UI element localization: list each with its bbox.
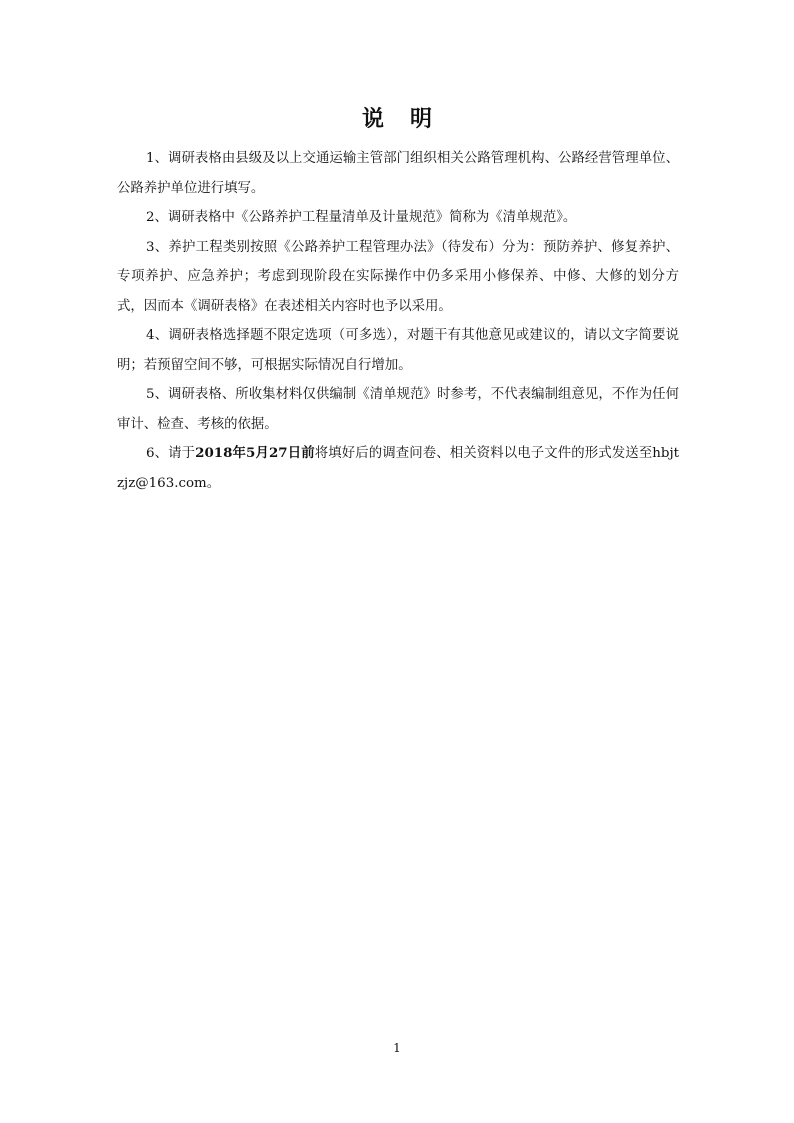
page-title: 说明 xyxy=(361,106,458,132)
paragraph-text: 1、调研表格由县级及以上交通运输主管部门组织相关公路管理机构、公路经营管理单位、公路养护单位进行填写。 xyxy=(117,151,679,196)
instruction-paragraph-6 xyxy=(117,439,679,498)
deadline-date: 2018年5月27日前 xyxy=(195,445,315,461)
submission-email-text: 将填好后的调查问卷、相关资料以电子文件的形式发送至hbjtzjz@163.com。 xyxy=(117,446,679,491)
paragraph-text: 5、调研表格、所收集材料仅供编制《清单规范》时参考，不代表编制组意见，不作为任何审计、检查、考核的依据。 xyxy=(117,387,679,432)
paragraph-text: 4、调研表格选择题不限定选项（可多选），对题干有其他意见或建议的，请以文字简要说明；若预留空间不够，可根据实际情况自行增加。 xyxy=(117,328,679,373)
page-number: 1 xyxy=(393,1041,401,1055)
paragraph-text: 6、请于 xyxy=(146,446,196,461)
instruction-paragraph-4 xyxy=(117,321,679,380)
paragraph-text: 3、养护工程类别按照《公路养护工程管理办法》（待发布）分为：预防养护、修复养护、专项养护、应急养护；考虑到现阶段在实际操作中仍多采用小修保养、中修、大修的划分方式，因而本《调研表格》在表述相关内容时也予以采用。 xyxy=(117,239,679,314)
instruction-paragraph-1 xyxy=(117,144,679,203)
instructions-body xyxy=(117,144,679,498)
instruction-paragraph-5 xyxy=(117,380,679,439)
instruction-paragraph-3 xyxy=(117,233,679,322)
instruction-paragraph-2 xyxy=(117,203,679,233)
paragraph-text: 2、调研表格中《公路养护工程量清单及计量规范》简称为《清单规范》。 xyxy=(146,210,577,225)
